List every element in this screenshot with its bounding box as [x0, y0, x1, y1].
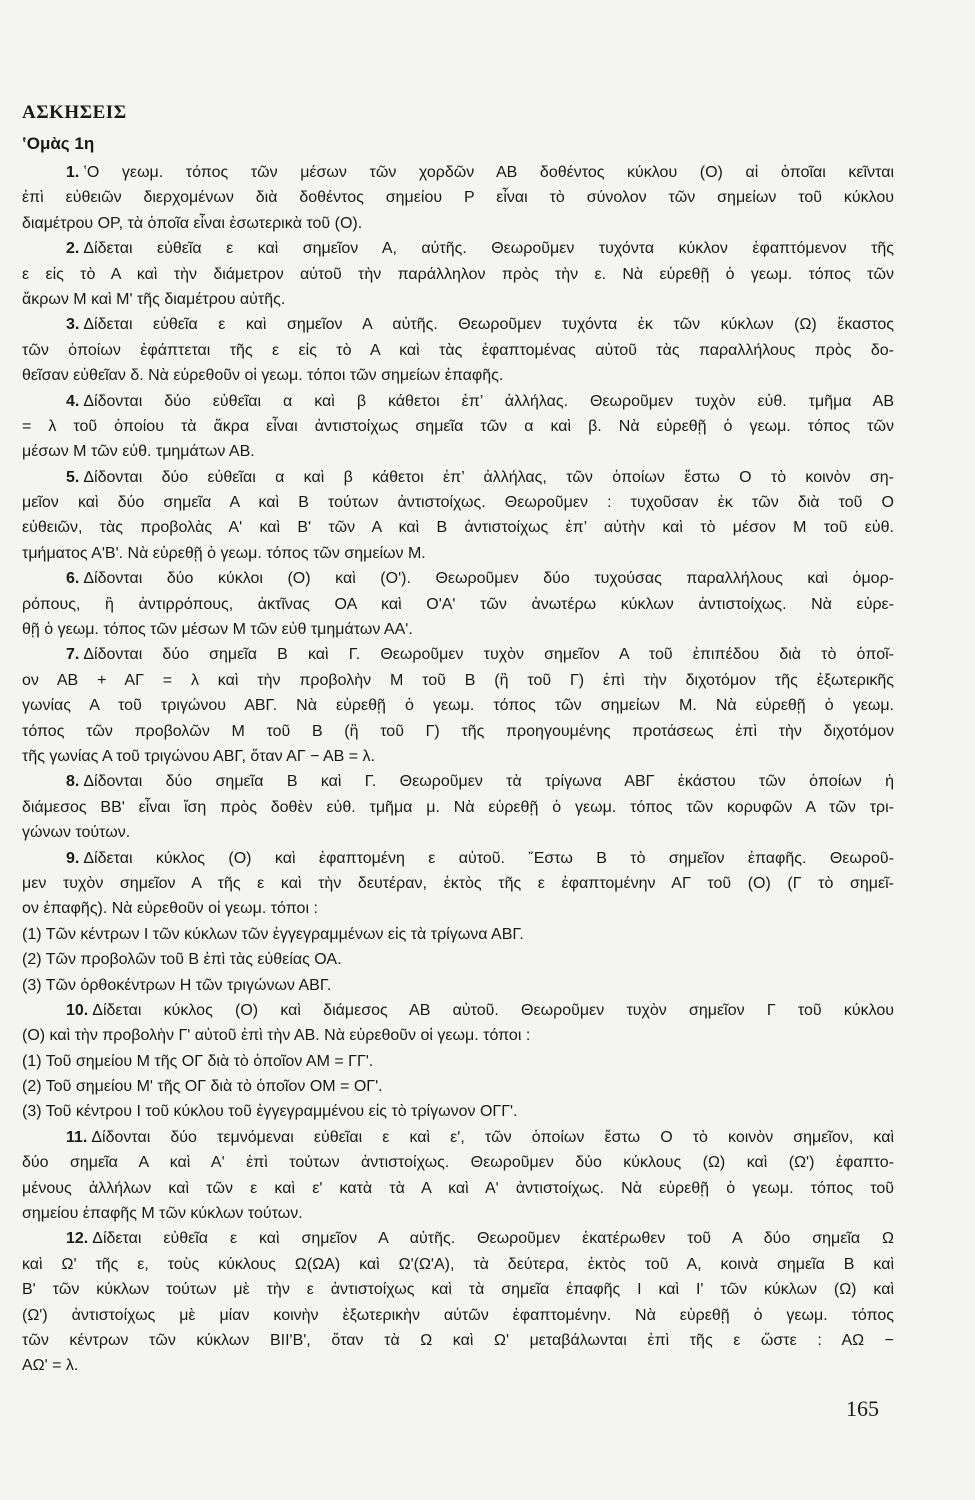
text-line: ον ΑΒ + ΑΓ = λ καὶ τὴν προβολὴν Μ τοῦ Β (ἢ τοῦ Γ) ἐπὶ τὴν διχοτόμον τῆς ἐξωτερικῆς	[22, 671, 894, 689]
text-line	[22, 1125, 894, 1150]
text-line	[22, 312, 894, 337]
exercise-10	[22, 998, 894, 1125]
sub-item: (3) Τοῦ κέντρου Ι τοῦ κύκλου τοῦ ἐγγεγραμμένου εἰς τὸ τρίγωνον ΟΓΓʹ.	[22, 1103, 518, 1121]
text-line: διάμεσος ΒΒʹ εἶναι ἴση πρὸς δοθὲν εὐθ. τμῆμα μ. Νὰ εὑρεθῇ ὁ γεωμ. τόπος τῶν κορυφῶν Α τῶν τρι-	[22, 798, 894, 816]
line-text: Δίδεται εὐθεῖα ε καὶ σημεῖον Α αὐτῆς. Θεωροῦμεν ἑκατέρωθεν τοῦ Α δύο σημεῖα Ω	[92, 1230, 894, 1248]
line-text: Δίδονται δύο τεμνόμεναι εὐθεῖαι ε καὶ εʹ, τῶν ὁποίων ἔστω Ο τὸ κοινὸν σημεῖον, καὶ	[91, 1128, 894, 1146]
section-heading: ΑΣΚΗΣΕΙΣ	[22, 102, 127, 123]
line-text: Δίδεται εὐθεῖα ε καὶ σημεῖον Α αὐτῆς. Θεωροῦμεν τυχόντα ἐκ τῶν κύκλων (Ω) ἕκαστος	[83, 316, 894, 334]
text-line: (Ωʹ) ἀντιστοίχως μὲ μίαν κοινὴν ἐξωτερικὴν αὐτῶν ἐφαπτομένην. Νὰ εὑρεθῇ ὁ γεωμ. τόπος	[22, 1306, 894, 1324]
exercise-11	[22, 1125, 894, 1227]
exercise-4	[22, 389, 894, 465]
text-line: εὐθειῶν, τὰς προβολὰς Αʹ καὶ Βʹ τῶν Α καὶ Β ἀντιστοίχως ἐπ’ αὐτὴν καὶ τὸ μέσον Μ τοῦ εὐθ.	[22, 519, 894, 537]
exercise-number: 5.	[66, 468, 80, 486]
text-line: τόπος τῶν προβολῶν Μ τοῦ Β (ἢ τοῦ Γ) τῆς προηγουμένης προτάσεως ἐπὶ τὴν διχοτόμον	[22, 722, 894, 740]
page-number: 165	[846, 1396, 879, 1421]
exercise-number: 1.	[66, 164, 80, 181]
line-text: ʽΟ γεωμ. τόπος τῶν μέσων τῶν χορδῶν ΑΒ δοθέντος κύκλου (Ο) αἱ ὁποῖαι κεῖνται	[83, 164, 894, 181]
exercise-number: 8.	[66, 773, 80, 791]
exercise-number: 11.	[66, 1128, 88, 1146]
text-line: γωνίας Α τοῦ τριγώνου ΑΒΓ. Νὰ εὑρεθῇ ὁ γεωμ. τόπος τῶν σημείων Μ. Νὰ εὑρεθῇ ὁ γεωμ.	[22, 697, 894, 715]
text-line	[22, 642, 894, 667]
line-text: Δίδεται εὐθεῖα ε καὶ σημεῖον Α, αὐτῆς. Θεωροῦμεν τυχόντα κύκλον ἐφαπτόμενον τῆς	[83, 240, 894, 258]
text-line: τῶν κέντρων τῶν κύκλων ΒΙΙʹΒʹ, ὅταν τὰ Ω καὶ Ωʹ μεταβάλωνται ἐπὶ τῆς ε ὥστε : ΑΩ −	[22, 1331, 894, 1349]
text-line: ον ἐπαφῆς). Νὰ εὑρεθοῦν οἱ γεωμ. τόποι :	[22, 900, 318, 918]
exercise-number: 2.	[66, 240, 80, 258]
exercise-list	[22, 160, 894, 1379]
text-line: ΑΩʹ = λ.	[22, 1357, 79, 1375]
text-line: = λ τοῦ ὁποίου τὰ ἄκρα εἶναι ἀντιστοίχως σημεῖα τῶν α καὶ β. Νὰ εὑρεθῇ ὁ γεωμ. τόπος τῶν	[22, 417, 894, 435]
exercise-3	[22, 312, 894, 388]
text-line	[22, 236, 894, 261]
text-line	[22, 160, 894, 185]
text-line: δύο σημεῖα Α καὶ Αʹ ἐπὶ τούτων ἀντιστοίχως. Θεωροῦμεν δύο κύκλους (Ω) καὶ (Ωʹ) ἐφαπτο-	[22, 1154, 894, 1172]
sub-item: (1) Τῶν κέντρων Ι τῶν κύκλων τῶν ἐγγεγραμμένων εἰς τὰ τρίγωνα ΑΒΓ.	[22, 925, 524, 943]
line-text: Δίδονται δύο κύκλοι (Ο) καὶ (Οʹ). Θεωροῦμεν δύο τυχούσας παραλλήλους καὶ ὁμορ-	[83, 570, 894, 588]
text-line	[22, 769, 894, 794]
text-line	[22, 846, 894, 871]
text-line	[22, 998, 894, 1023]
text-line: (Ο) καὶ τὴν προβολὴν Γʹ αὐτοῦ ἐπὶ τὴν ΑΒ. Νὰ εὑρεθοῦν οἱ γεωμ. τόποι :	[22, 1027, 531, 1045]
text-line: μένους ἀλλήλων καὶ τῶν ε καὶ εʹ κατὰ τὰ Α καὶ Αʹ ἀντιστοίχως. Νὰ εὑρεθῇ ὁ γεωμ. τόπος τοῦ	[22, 1179, 894, 1197]
line-text: Δίδονται δύο σημεῖα Β καὶ Γ. Θεωροῦμεν τυχὸν σημεῖον Α τοῦ ἐπιπέδου διὰ τὸ ὁποῖ-	[83, 646, 894, 664]
text-line	[22, 566, 894, 591]
text-line: τῶν ὁποίων ἐφάπτεται τῆς ε εἰς τὸ Α καὶ τὰς ἐφαπτομένας αὐτοῦ τὰς παραλλήλους πρὸς δο-	[22, 341, 894, 359]
text-line: θεῖσαν εὐθεῖαν δ. Νὰ εὑρεθοῦν οἱ γεωμ. τόποι τῶν σημείων ἐπαφῆς.	[22, 367, 504, 385]
exercise-1	[22, 160, 894, 236]
text-line: ἄκρων Μ καὶ Μʹ τῆς διαμέτρου αὐτῆς.	[22, 290, 286, 308]
exercise-9	[22, 846, 894, 998]
text-line: ἐπὶ εὐθειῶν διερχομένων διὰ δοθέντος σημείου Ρ εἶναι τὸ σύνολον τῶν σημείων τοῦ κύκλου	[22, 189, 894, 207]
line-text: Δίδεται κύκλος (Ο) καὶ διάμεσος ΑΒ αὐτοῦ. Θεωροῦμεν τυχὸν σημεῖον Γ τοῦ κύκλου	[92, 1001, 894, 1019]
text-line: καὶ Ωʹ τῆς ε, τοὺς κύκλους Ω(ΩΑ) καὶ Ωʹ(ΩʹΑ), τὰ δεύτερα, ἐκτὸς τοῦ Α, κοινὰ σημεῖα Β καὶ	[22, 1255, 894, 1273]
exercise-2	[22, 236, 894, 312]
line-text: Δίδονται δύο εὐθεῖαι α καὶ β κάθετοι ἐπ’ ἀλλήλας. Θεωροῦμεν τυχὸν εὐθ. τμῆμα ΑΒ	[83, 392, 894, 410]
text-line	[22, 465, 894, 490]
text-line: μέσων Μ τῶν εὐθ. τμημάτων ΑΒ.	[22, 443, 255, 461]
sub-item: (2) Τῶν προβολῶν τοῦ Β ἐπὶ τὰς εὐθείας ΟΑ.	[22, 951, 342, 969]
sub-item: (3) Τῶν ὀρθοκέντρων Η τῶν τριγώνων ΑΒΓ.	[22, 976, 332, 994]
page-body	[22, 98, 894, 1379]
exercise-number: 6.	[66, 570, 80, 588]
exercise-number: 9.	[66, 849, 80, 867]
exercise-number: 7.	[66, 646, 80, 664]
line-text: Δίδονται δύο εὐθεῖαι α καὶ β κάθετοι ἐπ’ ἀλλήλας, τῶν ὁποίων ἔστω Ο τὸ κοινὸν ση-	[83, 468, 894, 486]
text-line: τμήματος ΑʹΒʹ. Νὰ εὑρεθῇ ὁ γεωμ. τόπος τῶν σημείων Μ.	[22, 544, 426, 562]
exercise-12	[22, 1226, 894, 1378]
exercise-number: 10.	[66, 1001, 89, 1019]
exercise-8	[22, 769, 894, 845]
exercise-6	[22, 566, 894, 642]
exercise-number: 3.	[66, 316, 80, 334]
text-line	[22, 1226, 894, 1251]
exercise-5	[22, 465, 894, 567]
text-line: Βʹ τῶν κύκλων τούτων μὲ τὴν ε ἀντιστοίχως καὶ τὰ σημεῖα ἐπαφῆς Ι καὶ Ιʹ τῶν κύκλων (Ω) καὶ	[22, 1281, 894, 1299]
line-text: Δίδεται κύκλος (Ο) καὶ ἐφαπτομένη ε αὐτοῦ. ῎Εστω Β τὸ σημεῖον ἐπαφῆς. Θεωροῦ-	[83, 849, 894, 867]
text-line: γώνων τούτων.	[22, 824, 131, 842]
text-line: σημείου ἐπαφῆς Μ τῶν κύκλων τούτων.	[22, 1205, 303, 1223]
text-line	[22, 389, 894, 414]
line-text: Δίδονται δύο σημεῖα Β καὶ Γ. Θεωροῦμεν τὰ τρίγωνα ΑΒΓ ἑκάστου τῶν ὁποίων ἡ	[83, 773, 894, 791]
text-line: ε εἰς τὸ Α καὶ τὴν διάμετρον αὐτοῦ τὴν παράλληλον πρὸς τὴν ε. Νὰ εὑρεθῇ ὁ γεωμ. τόπος τῶν	[22, 265, 894, 283]
exercise-7	[22, 642, 894, 769]
group-heading: ʽΟμὰς 1η	[22, 134, 95, 153]
text-line: μεν τυχὸν σημεῖον Α τῆς ε καὶ τὴν δευτέραν, ἐκτὸς τῆς ε ἐφαπτομένην ΑΓ τοῦ (Ο) (Γ τὸ σημεῖ-	[22, 874, 894, 892]
text-line: ρόπους, ἢ ἀντιρρόπους, ἀκτῖνας ΟΑ καὶ ΟʹΑʹ τῶν ἀνωτέρω κύκλων ἀντιστοίχως. Νὰ εὑρε-	[22, 595, 894, 613]
text-line: τῆς γωνίας Α τοῦ τριγώνου ΑΒΓ, ὅταν ΑΓ − ΑΒ = λ.	[22, 747, 375, 765]
exercise-number: 4.	[66, 392, 80, 410]
sub-item: (1) Τοῦ σημείου Μ τῆς ΟΓ διὰ τὸ ὁποῖον ΑΜ = ΓΓʹ.	[22, 1052, 374, 1070]
text-line: θῇ ὁ γεωμ. τόπος τῶν μέσων Μ τῶν εὐθ τμημάτων ΑΑʹ.	[22, 621, 413, 639]
sub-item: (2) Τοῦ σημείου Μʹ τῆς ΟΓ διὰ τὸ ὁποῖον ΟΜ = ΟΓʹ.	[22, 1078, 383, 1096]
text-line: μεῖον καὶ δύο σημεῖα Α καὶ Β τούτων ἀντιστοίχως. Θεωροῦμεν : τυχοῦσαν ἐκ τῶν διὰ τοῦ Ο	[22, 494, 894, 512]
text-line: διαμέτρου ΟΡ, τὰ ὁποῖα εἶναι ἐσωτερικὰ τοῦ (Ο).	[22, 214, 363, 232]
exercise-number: 12.	[66, 1230, 89, 1248]
